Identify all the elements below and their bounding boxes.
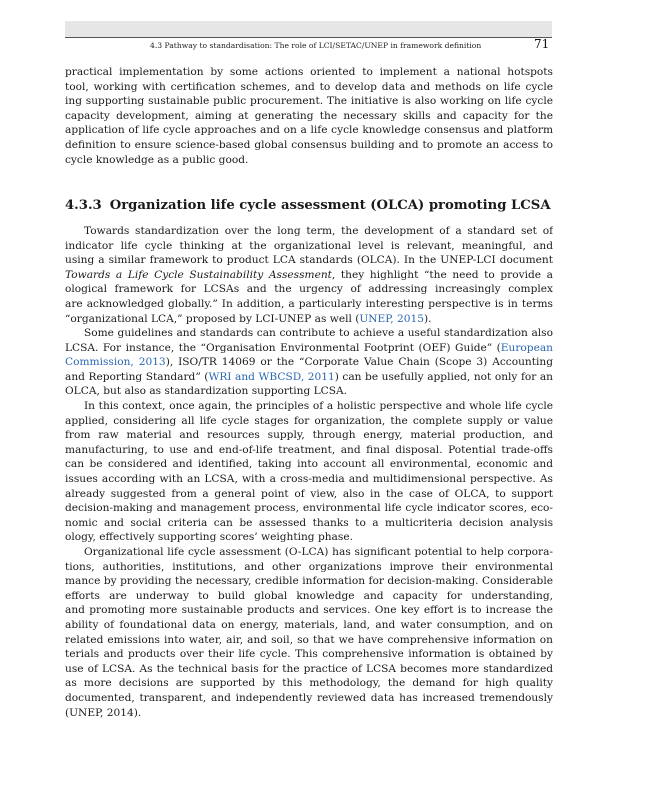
text-line: nomic and social criteria can be assessed thanks to a multicriteria decision analysis [65, 516, 553, 529]
text-line: tions, authorities, institutions, and other organizations improve their environmental [65, 560, 553, 573]
text-line: from raw material and resources supply, through energy, material production, and [65, 429, 553, 442]
text-line: definition to ensure science-based global consensus building and to promote an access to [65, 138, 553, 151]
text-line: decision-making and management process, environmental life cycle indicator scores, eco- [65, 502, 553, 515]
text-line: indicator life cycle thinking at the organizational level is relevant, meaningful, and [65, 239, 553, 252]
paragraph-4 [65, 545, 553, 720]
text-line: already suggested from a general point of view, also in the case of OLCA, to support [65, 487, 553, 500]
text-line: efforts are underway to build global knowledge and capacity for understanding, [65, 589, 553, 602]
text-line: manufacturing, to use and end-of-life treatment, and final disposal. Potential trade-offs [65, 443, 553, 456]
text-line: Organizational life cycle assessment (O-LCA) has significant potential to help corpora- [84, 546, 553, 558]
paragraph-2 [65, 326, 553, 399]
paragraph-1 [65, 224, 553, 326]
text-line: ing supporting sustainable public procurement. The initiative is also working on life cycle [65, 95, 553, 108]
book-title: Towards a Life Cycle Sustainability Assessment [65, 268, 332, 281]
text-line: ological framework for LCSAs and the urgency of addressing increasingly complex [65, 283, 553, 296]
text-line [65, 341, 553, 356]
citation-link-wri-wbcsd-2011[interactable]: WRI and WBCSD, 2011 [208, 370, 335, 383]
citation-link-european-commission-2013[interactable]: Commission, 2013 [65, 356, 166, 369]
intro-paragraph [65, 65, 553, 167]
text-line: Towards standardization over the long term, the development of a standard set of [84, 225, 553, 237]
text-line [65, 370, 553, 385]
text-line: and promoting more sustainable products and services. One key effort is to increase the [65, 604, 553, 617]
text-line: using a similar framework to product LCA standards (OLCA). In the UNEP-LCI document [65, 254, 553, 267]
text-line: cycle knowledge as a public good. [65, 153, 249, 166]
citation-link-european-commission[interactable]: European [500, 341, 553, 354]
text-line: documented, transparent, and independently reviewed data has increased tremendously [65, 691, 553, 704]
paragraph-3 [65, 399, 553, 545]
text-line: In this context, once again, the principles of a holistic perspective and whole life cycle [84, 400, 553, 412]
text-span: ), ISO/TR 14069 or the “Corporate Value Chain (Scope 3) Accounting [165, 356, 553, 369]
text-line: capacity development, aiming at generating the necessary skills and capacity for the [65, 109, 553, 122]
text-line: issues according with an LCSA, with a cross-media and multidimensional perspective. As [65, 472, 553, 485]
text-line: mance by providing the necessary, credible information for decision-making. Considerable [65, 575, 553, 588]
text-line: as more decisions are supported by this methodology, the demand for high quality [65, 677, 553, 690]
section-title: Organization life cycle assessment (OLCA) promoting LCSA [109, 198, 551, 213]
text-line: ology, effectively supporting scores’ weighting phase. [65, 531, 353, 544]
text-span: ) can be usefully applied, not only for an [334, 370, 553, 383]
text-line: are acknowledged globally.” In addition, a particularly interesting perspective is in terms [65, 297, 553, 310]
text-line: use of LCSA. As the technical basis for the practice of LCSA becomes more standardized [65, 662, 553, 675]
header-band [65, 21, 552, 37]
text-line: related emissions into water, air, and soil, so that we have comprehensive information on [65, 633, 553, 646]
header-rule [65, 37, 552, 38]
text-line: terials and products over their life cycle. This comprehensive information is obtained by [65, 648, 553, 661]
citation-link-unep-2015[interactable]: UNEP, 2015 [359, 312, 424, 325]
text-line: can be considered and identified, taking into account all environmental, economic and [65, 458, 553, 471]
section-heading [65, 198, 551, 213]
text-span: “organizational LCA,” proposed by LCI-UNEP as well ( [65, 312, 360, 325]
text-span: and Reporting Standard” ( [65, 370, 209, 383]
page-number: 71 [534, 37, 550, 51]
text-span: ). [423, 312, 432, 325]
text-line [65, 268, 553, 283]
running-head: 4.3 Pathway to standardisation: The role of LCI/SETAC/UNEP in framework definition [150, 41, 482, 50]
text-line: practical implementation by some actions oriented to implement a national hotspots [65, 66, 553, 78]
text-span: , they highlight “the need to provide a [331, 268, 553, 281]
text-line: application of life cycle approaches and on a life cycle knowledge consensus and platform [65, 124, 553, 137]
text-line: Some guidelines and standards can contribute to achieve a useful standardization also [84, 327, 553, 339]
text-span: LCSA. For instance, the “Organisation Environmental Footprint (OEF) Guide” ( [65, 341, 501, 354]
text-line [65, 312, 553, 327]
text-line: applied, considering all life cycle stages for organization, the complete supply or value [65, 414, 553, 427]
text-line: tool, working with certification schemes, and to develop data and methods on life cycle [65, 80, 553, 93]
text-line: OLCA, but also as standardization supporting LCSA. [65, 385, 348, 398]
text-line [65, 355, 553, 370]
section-number: 4.3.3 [65, 198, 102, 213]
text-line: ability of foundational data on energy, materials, land, and water consumption, and on [65, 618, 553, 631]
text-line: (UNEP, 2014). [65, 706, 142, 719]
